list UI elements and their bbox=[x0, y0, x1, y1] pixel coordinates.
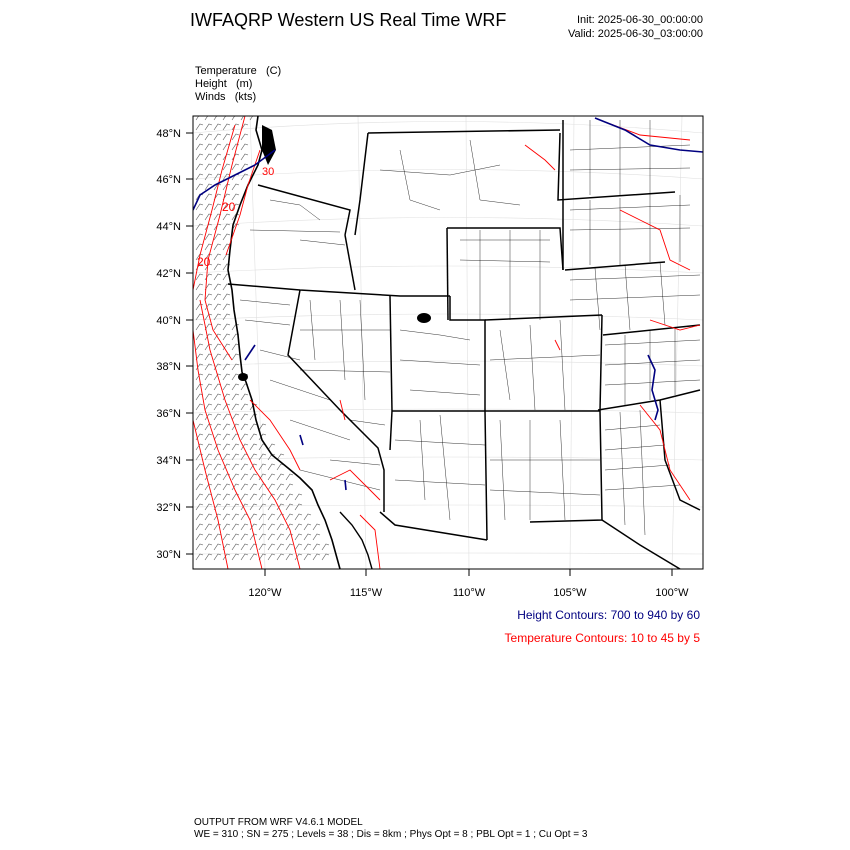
wind-barb bbox=[268, 524, 275, 530]
wind-barb bbox=[205, 234, 212, 240]
wind-barb bbox=[232, 384, 239, 390]
wind-barb bbox=[196, 274, 203, 280]
wind-barb bbox=[286, 494, 293, 500]
wind-barb bbox=[223, 494, 230, 500]
wind-barb bbox=[205, 374, 212, 380]
wind-barb bbox=[277, 544, 284, 550]
wind-barb bbox=[250, 554, 257, 560]
wind-barb bbox=[295, 504, 302, 510]
wind-barb bbox=[196, 514, 203, 520]
wind-barb bbox=[196, 524, 203, 530]
wind-barb bbox=[277, 554, 284, 560]
wind-barb bbox=[232, 164, 239, 170]
wind-barb bbox=[232, 184, 239, 190]
wind-barb bbox=[313, 544, 320, 550]
wind-barb bbox=[277, 534, 284, 540]
map-content bbox=[193, 114, 703, 569]
wind-barb bbox=[196, 414, 203, 420]
wind-barb bbox=[277, 474, 284, 480]
wind-barb bbox=[196, 214, 203, 220]
contour-label: 20 bbox=[197, 255, 211, 269]
wind-barb bbox=[205, 134, 212, 140]
wind-barb bbox=[205, 464, 212, 470]
wind-barb bbox=[214, 264, 221, 270]
wind-barb bbox=[214, 354, 221, 360]
wind-barb bbox=[223, 324, 230, 330]
wind-barb bbox=[232, 344, 239, 350]
wind-barb bbox=[214, 464, 221, 470]
water-bodies bbox=[238, 125, 431, 381]
wind-barb bbox=[214, 554, 221, 560]
wind-barb bbox=[214, 164, 221, 170]
wind-barb bbox=[214, 404, 221, 410]
wind-barb bbox=[196, 234, 203, 240]
wind-barb bbox=[196, 134, 203, 140]
wind-barb bbox=[196, 154, 203, 160]
map-title: IWFAQRP Western US Real Time WRF bbox=[190, 10, 507, 30]
wind-barb bbox=[268, 464, 275, 470]
wind-barb bbox=[232, 394, 239, 400]
wind-barb bbox=[205, 524, 212, 530]
wind-barb bbox=[205, 154, 212, 160]
wind-barb bbox=[205, 454, 212, 460]
wind-barb bbox=[232, 544, 239, 550]
wind-barb bbox=[223, 504, 230, 510]
county-borders bbox=[240, 120, 700, 535]
wind-barb bbox=[205, 274, 212, 280]
wind-barb bbox=[241, 464, 248, 470]
wind-barb bbox=[223, 554, 230, 560]
wind-barb bbox=[214, 254, 221, 260]
wind-barb bbox=[232, 374, 239, 380]
wind-barb bbox=[205, 544, 212, 550]
lat-label: 32°N bbox=[156, 502, 181, 514]
wind-barb bbox=[232, 504, 239, 510]
field-temperature-name: Temperature bbox=[195, 65, 257, 77]
wind-barb bbox=[250, 514, 257, 520]
wind-barb bbox=[205, 554, 212, 560]
wind-barb bbox=[286, 504, 293, 510]
wind-barb bbox=[259, 514, 266, 520]
wind-barb bbox=[196, 344, 203, 350]
wind-barb bbox=[259, 524, 266, 530]
wind-barb bbox=[214, 124, 221, 130]
field-temperature-unit: (C) bbox=[265, 65, 282, 77]
field-winds-name: Winds bbox=[195, 91, 226, 103]
wind-barb bbox=[259, 464, 266, 470]
wind-barb bbox=[205, 354, 212, 360]
wind-barb bbox=[250, 494, 257, 500]
wind-barb bbox=[196, 224, 203, 230]
wind-barb bbox=[232, 464, 239, 470]
wind-barb bbox=[250, 424, 257, 430]
wind-barb bbox=[223, 374, 230, 380]
wind-barb bbox=[250, 454, 257, 460]
lon-label: 120°W bbox=[248, 587, 282, 599]
wind-barb bbox=[241, 474, 248, 480]
height-contours-note: Height Contours: 700 to 940 by 60 bbox=[517, 608, 700, 622]
wind-barb bbox=[232, 354, 239, 360]
wind-barb bbox=[286, 554, 293, 560]
lat-label: 44°N bbox=[156, 221, 181, 233]
wind-barb bbox=[259, 504, 266, 510]
tick-marks bbox=[186, 133, 672, 576]
wind-barb bbox=[214, 244, 221, 250]
wind-barb bbox=[268, 484, 275, 490]
wind-barb bbox=[277, 524, 284, 530]
wind-barb bbox=[232, 364, 239, 370]
wind-barb bbox=[214, 344, 221, 350]
wind-barb bbox=[196, 314, 203, 320]
lat-label: 46°N bbox=[156, 174, 181, 186]
wind-barb bbox=[214, 484, 221, 490]
wind-barb bbox=[205, 414, 212, 420]
wind-barb bbox=[223, 524, 230, 530]
wind-barb bbox=[214, 304, 221, 310]
wind-barb bbox=[286, 514, 293, 520]
lon-label: 110°W bbox=[452, 587, 486, 599]
wind-barb bbox=[232, 144, 239, 150]
wind-barb bbox=[277, 494, 284, 500]
contour-label: 20 bbox=[222, 200, 236, 214]
lat-label: 42°N bbox=[156, 268, 181, 280]
wind-barb bbox=[196, 144, 203, 150]
wind-barb bbox=[295, 494, 302, 500]
wind-barb bbox=[295, 514, 302, 520]
wind-barb bbox=[322, 554, 329, 560]
wind-barb bbox=[232, 554, 239, 560]
wind-barb bbox=[241, 524, 248, 530]
wind-barb bbox=[241, 144, 248, 150]
wind-barb bbox=[214, 324, 221, 330]
wind-barb bbox=[223, 434, 230, 440]
lat-axis bbox=[156, 128, 181, 561]
wind-barb bbox=[214, 394, 221, 400]
coastline bbox=[228, 116, 340, 569]
wind-barb bbox=[196, 384, 203, 390]
wind-barb bbox=[214, 284, 221, 290]
wind-barb bbox=[241, 414, 248, 420]
wind-barb bbox=[286, 544, 293, 550]
wind-barb bbox=[232, 534, 239, 540]
wind-barb bbox=[241, 394, 248, 400]
wind-barb bbox=[205, 194, 212, 200]
baja-coast bbox=[340, 512, 372, 569]
wind-barb bbox=[196, 424, 203, 430]
wind-barb bbox=[259, 544, 266, 550]
wind-barb bbox=[214, 154, 221, 160]
wind-barb bbox=[232, 524, 239, 530]
wind-barb bbox=[205, 114, 212, 120]
wind-barb bbox=[259, 454, 266, 460]
lat-label: 30°N bbox=[156, 549, 181, 561]
wind-barb bbox=[223, 224, 230, 230]
footer-model: OUTPUT FROM WRF V4.6.1 MODEL bbox=[194, 817, 363, 828]
wind-barb bbox=[196, 484, 203, 490]
wind-barb bbox=[295, 534, 302, 540]
wind-barb bbox=[241, 494, 248, 500]
valid-time: Valid: 2025-06-30_03:00:00 bbox=[568, 28, 703, 40]
wind-barb bbox=[313, 554, 320, 560]
wind-barb bbox=[223, 384, 230, 390]
wind-barb bbox=[223, 484, 230, 490]
wind-barb bbox=[196, 464, 203, 470]
wind-barb bbox=[250, 484, 257, 490]
wind-barb bbox=[304, 514, 311, 520]
footer-config: WE = 310 ; SN = 275 ; Levels = 38 ; Dis = 8km ; Phys Opt = 8 ; PBL Opt = 1 ; Cu Opt = 3 bbox=[194, 829, 588, 840]
wind-barb bbox=[250, 114, 257, 120]
wind-barb bbox=[196, 324, 203, 330]
wind-barb bbox=[286, 474, 293, 480]
wind-barb bbox=[196, 404, 203, 410]
wind-barb bbox=[223, 534, 230, 540]
wind-barb bbox=[277, 484, 284, 490]
wind-barb bbox=[223, 424, 230, 430]
wind-barb bbox=[205, 204, 212, 210]
field-winds-unit: (kts) bbox=[234, 91, 257, 103]
wind-barb bbox=[205, 294, 212, 300]
wind-barb bbox=[268, 474, 275, 480]
wind-barb bbox=[313, 524, 320, 530]
wind-barb bbox=[232, 324, 239, 330]
wind-barb bbox=[214, 204, 221, 210]
wind-barb bbox=[268, 504, 275, 510]
wind-barb bbox=[250, 444, 257, 450]
wind-barb bbox=[205, 174, 212, 180]
wind-barb bbox=[223, 304, 230, 310]
wind-barb bbox=[241, 404, 248, 410]
wind-barb bbox=[241, 484, 248, 490]
wind-barb bbox=[223, 414, 230, 420]
wind-barb bbox=[196, 174, 203, 180]
wind-barb bbox=[196, 544, 203, 550]
wind-barb bbox=[223, 444, 230, 450]
lat-label: 48°N bbox=[156, 128, 181, 140]
wind-barb bbox=[295, 524, 302, 530]
wind-barb bbox=[232, 114, 239, 120]
wind-barb bbox=[214, 534, 221, 540]
wind-barb bbox=[196, 294, 203, 300]
wind-barb bbox=[214, 414, 221, 420]
wind-barb bbox=[223, 234, 230, 240]
wind-barb bbox=[214, 424, 221, 430]
wind-barb bbox=[214, 434, 221, 440]
wind-barb bbox=[205, 514, 212, 520]
wind-barb bbox=[304, 534, 311, 540]
wind-barb bbox=[205, 444, 212, 450]
wind-barb bbox=[205, 164, 212, 170]
wind-barb bbox=[241, 554, 248, 560]
wind-barb bbox=[241, 154, 248, 160]
wind-barb bbox=[223, 514, 230, 520]
wind-barb bbox=[214, 494, 221, 500]
wind-barb bbox=[223, 214, 230, 220]
wind-barb bbox=[322, 544, 329, 550]
lat-label: 34°N bbox=[156, 455, 181, 467]
wind-barb bbox=[196, 554, 203, 560]
wind-barb bbox=[205, 434, 212, 440]
wind-barb bbox=[304, 524, 311, 530]
wind-barb bbox=[223, 334, 230, 340]
init-time: Init: 2025-06-30_00:00:00 bbox=[577, 14, 703, 26]
wind-barb bbox=[268, 444, 275, 450]
wind-barb bbox=[196, 494, 203, 500]
wind-barb bbox=[241, 434, 248, 440]
lon-label: 115°W bbox=[349, 587, 383, 599]
wind-barb bbox=[223, 164, 230, 170]
state-borders bbox=[228, 120, 700, 569]
wind-barb bbox=[214, 274, 221, 280]
wind-barb bbox=[205, 364, 212, 370]
wind-barb bbox=[214, 144, 221, 150]
wind-barb bbox=[214, 114, 221, 120]
wind-barb bbox=[304, 544, 311, 550]
contour-label: 30 bbox=[262, 166, 275, 178]
wind-barb bbox=[268, 554, 275, 560]
lon-label: 100°W bbox=[655, 587, 689, 599]
wind-barb bbox=[241, 134, 248, 140]
wind-barb bbox=[241, 424, 248, 430]
wind-barb bbox=[196, 164, 203, 170]
wind-barb bbox=[205, 344, 212, 350]
lon-axis bbox=[248, 587, 689, 599]
lon-label: 105°W bbox=[553, 587, 587, 599]
wind-barb bbox=[205, 404, 212, 410]
wind-barb bbox=[214, 474, 221, 480]
wind-barb bbox=[250, 434, 257, 440]
wind-barb bbox=[223, 124, 230, 130]
wind-barb bbox=[205, 124, 212, 130]
lat-label: 38°N bbox=[156, 361, 181, 373]
wind-barb bbox=[241, 174, 248, 180]
wind-barb bbox=[232, 474, 239, 480]
wind-barb bbox=[232, 514, 239, 520]
wind-barb bbox=[223, 134, 230, 140]
field-height-name: Height bbox=[195, 78, 227, 90]
wind-barb bbox=[205, 384, 212, 390]
wind-barb bbox=[214, 544, 221, 550]
wind-barb bbox=[232, 154, 239, 160]
wind-barb bbox=[268, 514, 275, 520]
wind-barb bbox=[205, 534, 212, 540]
wind-barb bbox=[232, 444, 239, 450]
wind-barb bbox=[214, 294, 221, 300]
wind-barb bbox=[205, 494, 212, 500]
wind-barb bbox=[304, 554, 311, 560]
wind-barb bbox=[268, 534, 275, 540]
wind-barb bbox=[286, 484, 293, 490]
wind-barb bbox=[205, 394, 212, 400]
wind-barb bbox=[259, 534, 266, 540]
wind-barb bbox=[223, 314, 230, 320]
wind-barb bbox=[232, 404, 239, 410]
wind-barb bbox=[196, 534, 203, 540]
wind-barb bbox=[268, 544, 275, 550]
wind-barb bbox=[196, 474, 203, 480]
wind-barb bbox=[232, 414, 239, 420]
wind-barb bbox=[196, 124, 203, 130]
wind-barb bbox=[196, 204, 203, 210]
wind-barb bbox=[196, 184, 203, 190]
wind-barb bbox=[232, 134, 239, 140]
wind-barb bbox=[223, 294, 230, 300]
field-height-unit: (m) bbox=[235, 78, 253, 90]
wind-barb bbox=[250, 504, 257, 510]
wind-barb bbox=[196, 334, 203, 340]
temperature-contours-note: Temperature Contours: 10 to 45 by 5 bbox=[504, 631, 700, 645]
wind-barb bbox=[196, 284, 203, 290]
wind-barb bbox=[205, 144, 212, 150]
wind-barb bbox=[205, 334, 212, 340]
wind-barb bbox=[241, 544, 248, 550]
wind-barb bbox=[313, 534, 320, 540]
lat-label: 36°N bbox=[156, 408, 181, 420]
wind-barb bbox=[214, 134, 221, 140]
wind-barb bbox=[241, 534, 248, 540]
wind-barb bbox=[214, 384, 221, 390]
wind-barb bbox=[196, 114, 203, 120]
wind-barb bbox=[223, 114, 230, 120]
wind-barb bbox=[295, 544, 302, 550]
wind-barb bbox=[250, 474, 257, 480]
wind-barb bbox=[223, 284, 230, 290]
lat-label: 40°N bbox=[156, 315, 181, 327]
